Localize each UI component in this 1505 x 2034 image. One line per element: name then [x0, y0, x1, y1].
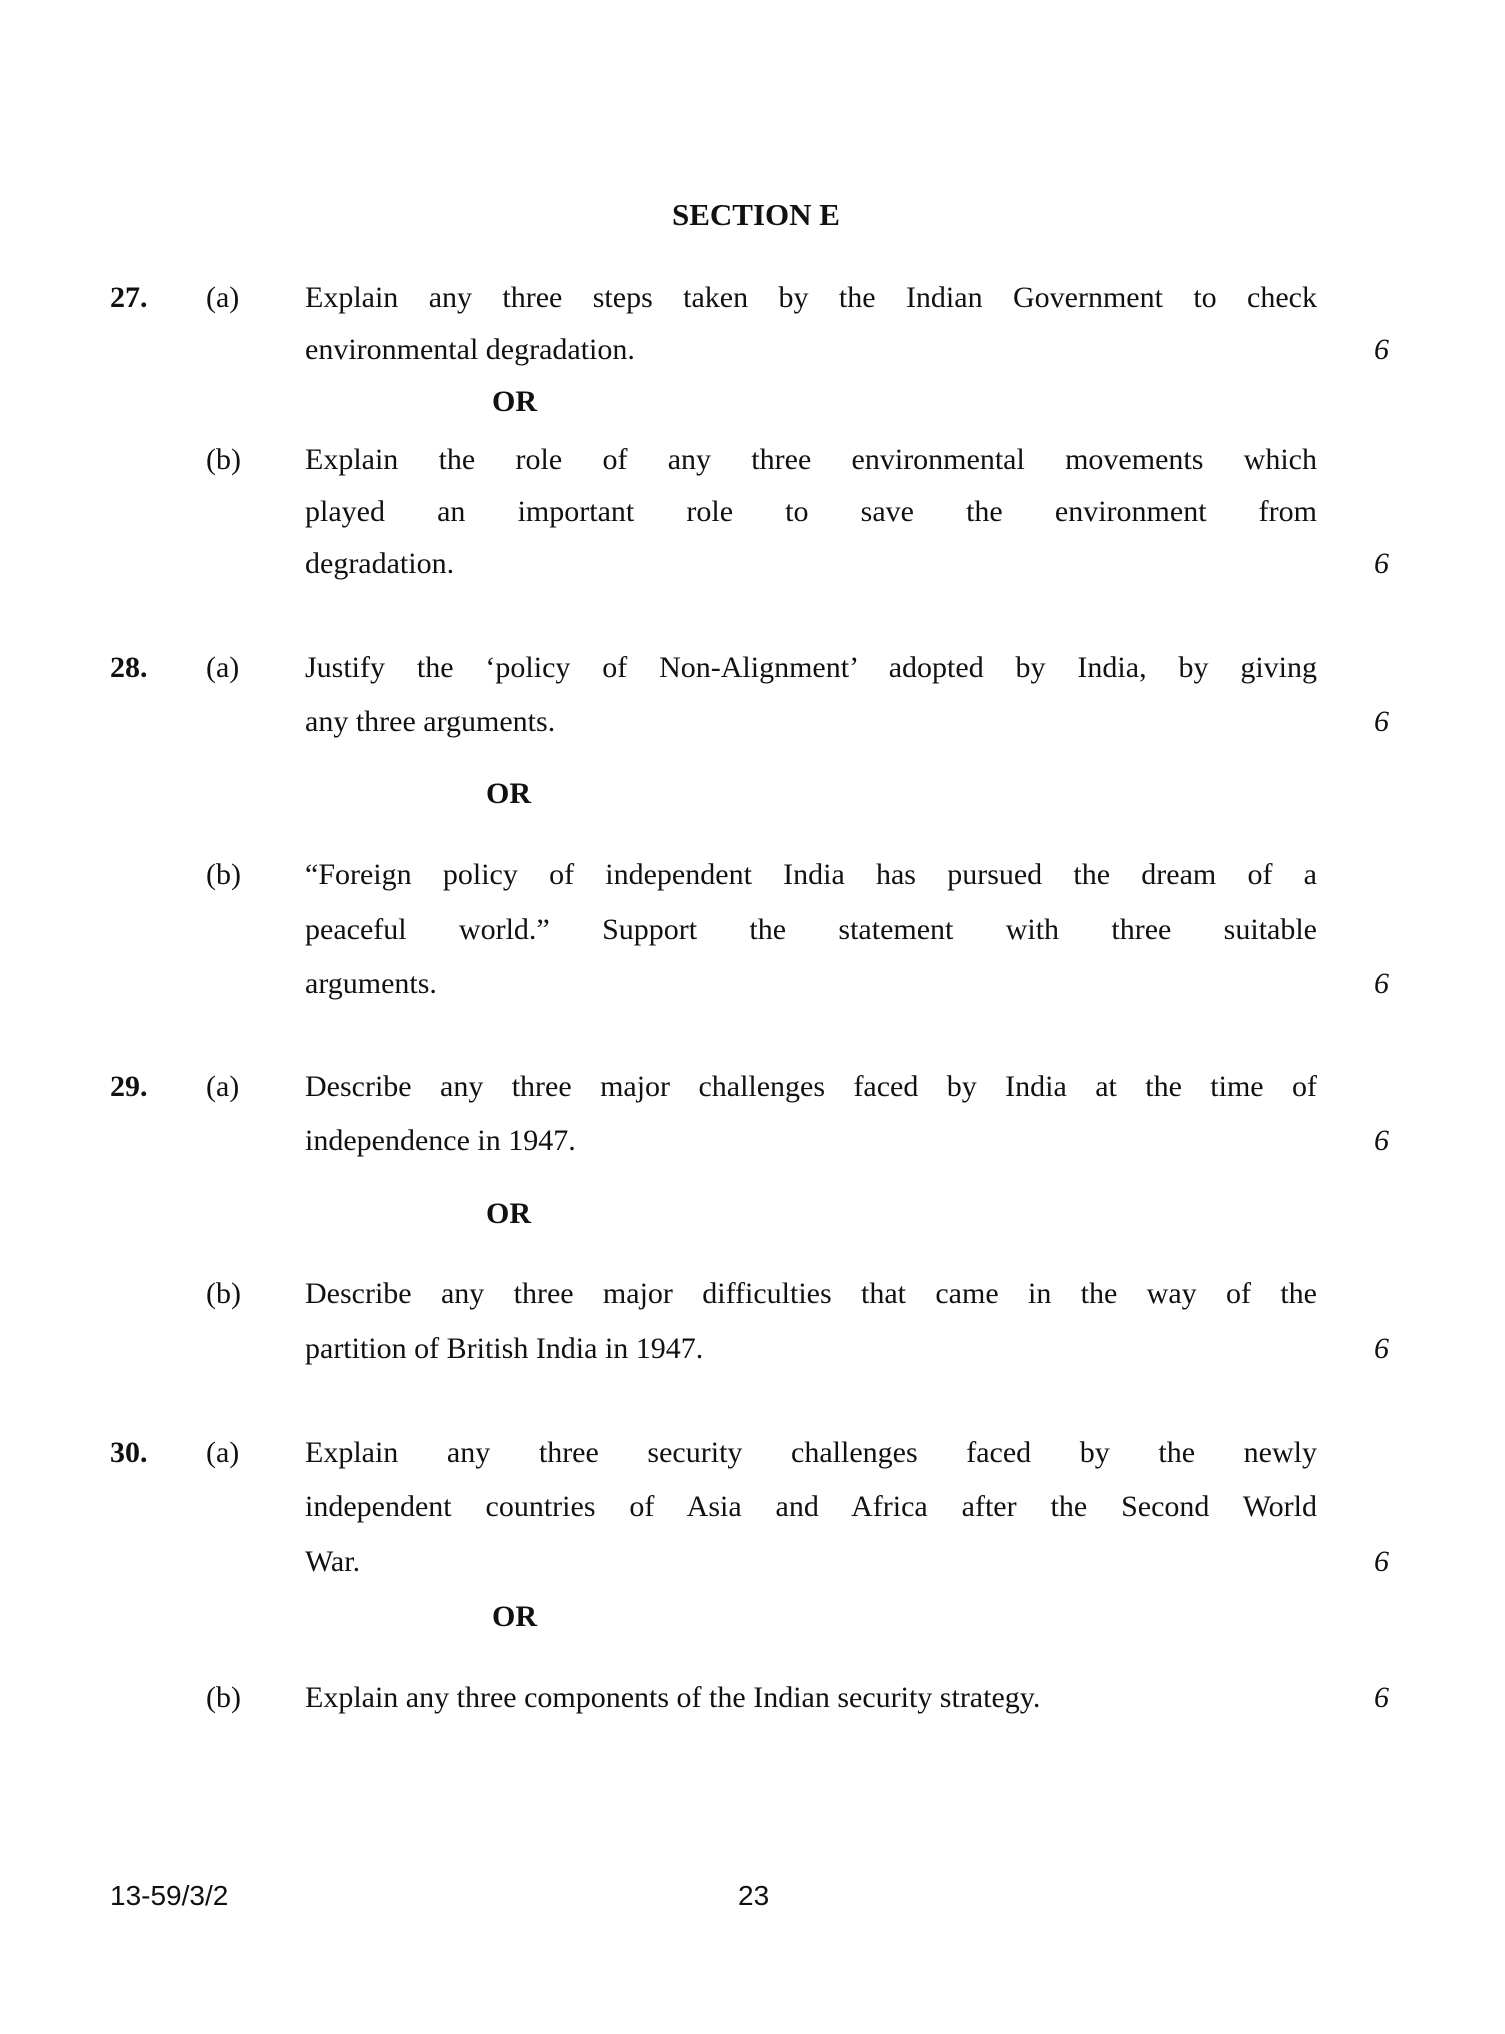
part-label: (b) — [206, 1681, 241, 1714]
marks: 6 — [1374, 1332, 1389, 1365]
part-label: (a) — [206, 281, 240, 314]
question-text-line: arguments. — [305, 967, 437, 1000]
question-number: 29. — [110, 1070, 148, 1103]
question-text-line: any three arguments. — [305, 705, 556, 738]
question-text-line: environmental degradation. — [305, 333, 635, 366]
marks: 6 — [1374, 1124, 1389, 1157]
part-label: (b) — [206, 1277, 241, 1310]
question-text-line: partition of British India in 1947. — [305, 1332, 704, 1365]
question-text-line: Describe any three major challenges faced by India at the time of — [305, 1070, 1317, 1103]
question-text-line: degradation. — [305, 547, 455, 580]
part-label: (a) — [206, 1070, 240, 1103]
or-separator: OR — [492, 385, 537, 418]
question-text-line: Describe any three major difficulties that came in the way of the — [305, 1277, 1317, 1310]
marks: 6 — [1374, 547, 1389, 580]
question-text-line: independent countries of Asia and Africa after the Second World — [305, 1490, 1317, 1523]
question-text-line: peaceful world.” Support the statement with three suitable — [305, 913, 1317, 946]
question-number: 28. — [110, 651, 148, 684]
part-label: (b) — [206, 858, 241, 891]
marks: 6 — [1374, 967, 1389, 1000]
question-number: 27. — [110, 281, 148, 314]
page-number: 23 — [738, 1880, 770, 1911]
question-number: 30. — [110, 1436, 148, 1469]
or-separator: OR — [492, 1600, 537, 1633]
or-separator: OR — [486, 777, 531, 810]
marks: 6 — [1374, 705, 1389, 738]
question-text-line: “Foreign policy of independent India has pursued the dream of a — [305, 858, 1317, 891]
question-text-line: Explain any three security challenges faced by the newly — [305, 1436, 1317, 1469]
part-label: (b) — [206, 443, 241, 476]
marks: 6 — [1374, 333, 1389, 366]
part-label: (a) — [206, 1436, 240, 1469]
part-label: (a) — [206, 651, 240, 684]
question-text-line: independence in 1947. — [305, 1124, 576, 1157]
question-text-line: Explain any three steps taken by the Indian Government to check — [305, 281, 1317, 314]
question-text-line: Justify the ‘policy of Non-Alignment’ adopted by India, by giving — [305, 651, 1317, 684]
question-text-line: Explain any three components of the Indian security strategy. — [305, 1681, 1041, 1714]
question-text-line: War. — [305, 1545, 361, 1578]
paper-code: 13-59/3/2 — [110, 1880, 229, 1911]
question-text-line: Explain the role of any three environmental movements which — [305, 443, 1317, 476]
marks: 6 — [1374, 1681, 1389, 1714]
marks: 6 — [1374, 1545, 1389, 1578]
section-title: SECTION E — [672, 197, 840, 232]
or-separator: OR — [486, 1197, 531, 1230]
question-text-line: played an important role to save the environment from — [305, 495, 1317, 528]
